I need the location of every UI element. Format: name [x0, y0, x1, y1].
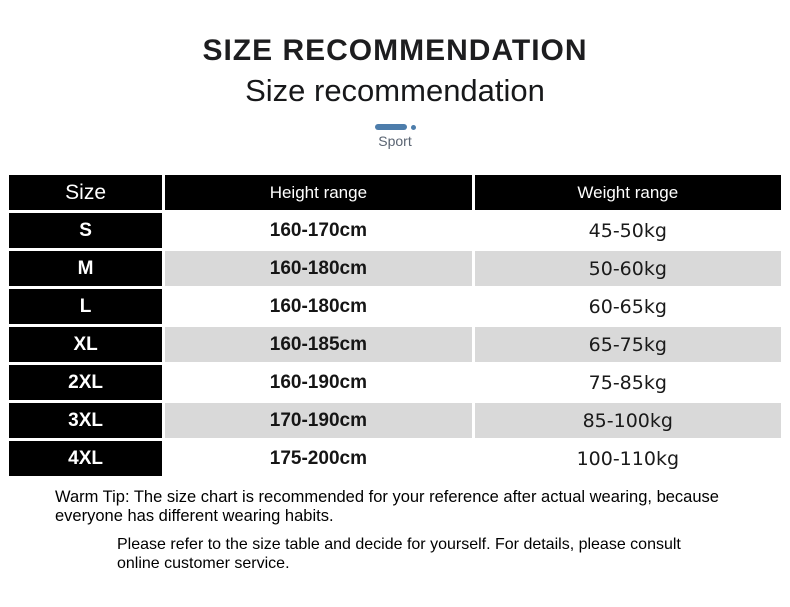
- height-cell: 160-190cm: [165, 365, 471, 400]
- size-cell: 4XL: [9, 441, 162, 476]
- size-chart-table: [6, 172, 784, 479]
- weight-cell: 45-50kg: [475, 213, 781, 248]
- weight-cell: 50-60kg: [475, 251, 781, 286]
- page-title: SIZE RECOMMENDATION: [202, 34, 588, 67]
- table-row: [9, 441, 781, 476]
- height-cell: 170-190cm: [165, 403, 471, 438]
- divider-pill-icon: [375, 124, 407, 130]
- warm-tip-text: Warm Tip: The size chart is recommended for your reference after actual wearing, because everyone has different wearing habits.: [55, 488, 719, 525]
- size-cell: XL: [9, 327, 162, 362]
- table-row: [9, 403, 781, 438]
- weight-cell: 85-100kg: [475, 403, 781, 438]
- section-divider: [0, 123, 790, 131]
- table-row: [9, 251, 781, 286]
- size-cell: S: [9, 213, 162, 248]
- weight-cell: 75-85kg: [475, 365, 781, 400]
- column-header-weight: Weight range: [475, 175, 781, 210]
- table-row: [9, 213, 781, 248]
- category-label: Sport: [378, 133, 412, 149]
- column-header-height: Height range: [165, 175, 471, 210]
- weight-cell: 100-110kg: [475, 441, 781, 476]
- height-cell: 160-180cm: [165, 289, 471, 324]
- table-header-row: [9, 175, 781, 210]
- table-row: [9, 327, 781, 362]
- height-cell: 175-200cm: [165, 441, 471, 476]
- size-cell: 3XL: [9, 403, 162, 438]
- height-cell: 160-180cm: [165, 251, 471, 286]
- height-cell: 160-170cm: [165, 213, 471, 248]
- size-cell: 2XL: [9, 365, 162, 400]
- height-cell: 160-185cm: [165, 327, 471, 362]
- page-subtitle: Size recommendation: [245, 73, 545, 108]
- advice-text: Please refer to the size table and decide for yourself. For details, please consult online customer service.: [117, 536, 681, 572]
- divider-dot-icon: [411, 125, 416, 130]
- table-row: [9, 365, 781, 400]
- weight-cell: 65-75kg: [475, 327, 781, 362]
- weight-cell: 60-65kg: [475, 289, 781, 324]
- size-cell: M: [9, 251, 162, 286]
- size-cell: L: [9, 289, 162, 324]
- column-header-size: Size: [9, 175, 162, 210]
- table-row: [9, 289, 781, 324]
